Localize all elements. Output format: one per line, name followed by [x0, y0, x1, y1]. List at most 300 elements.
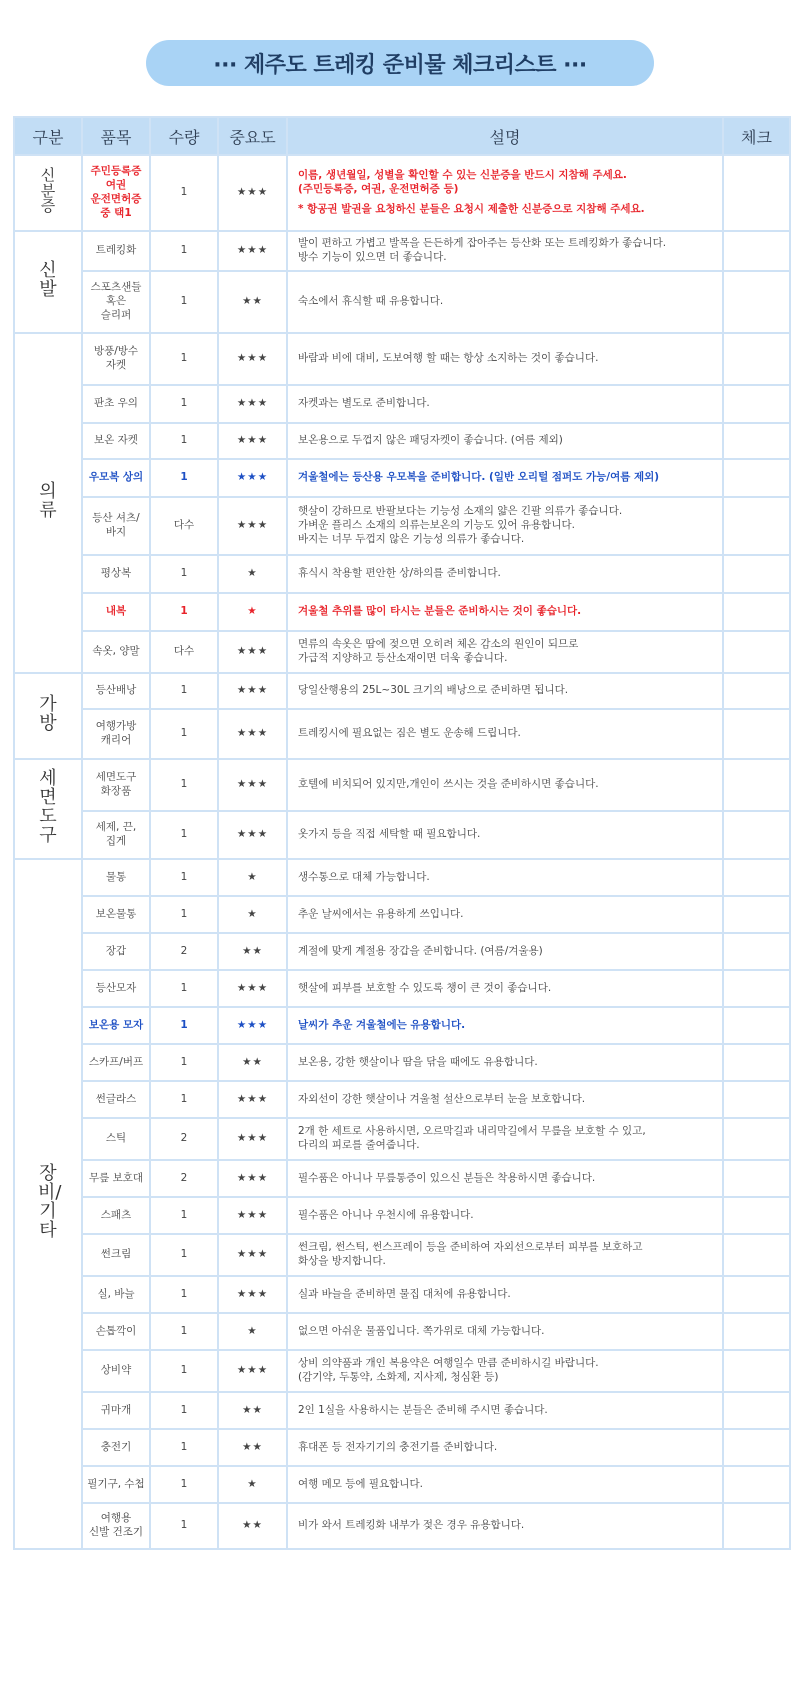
description-cell — [287, 1313, 723, 1350]
checklist-table — [13, 116, 791, 1550]
desc-line: 겨울철 추위를 많이 타시는 분들은 준비하시는 것이 좋습니다. — [298, 605, 582, 618]
description-cell — [287, 1350, 723, 1392]
desc-line: 여행 메모 등에 필요합니다. — [298, 1477, 423, 1490]
item-line: 평상복 — [100, 567, 132, 580]
desc-line: 바지는 너무 두껍지 않은 기능성 의류가 좋습니다. — [298, 532, 525, 545]
qty-cell: 1 — [150, 759, 218, 811]
category-label: 신분증 — [40, 165, 56, 216]
qty-cell: 1 — [150, 459, 218, 497]
category-label: 신발 — [39, 260, 57, 301]
item-cell — [82, 497, 150, 555]
item-line: 충전기 — [100, 1440, 132, 1453]
desc-line: 이름, 생년월일, 성별을 확인할 수 있는 신분증을 반드시 지참해 주세요. — [298, 169, 627, 182]
item-line: 등산배낭 — [95, 684, 137, 697]
check-cell[interactable] — [723, 459, 790, 497]
desc-line: 보온용, 강한 햇살이나 땀을 닦을 때에도 유용합니다. — [298, 1055, 538, 1068]
desc-line: 햇살이 강하므로 반팔보다는 기능성 소재의 얇은 긴팔 의류가 좋습니다. — [298, 505, 623, 518]
item-line: 여행용 — [100, 1512, 132, 1525]
table-row — [14, 896, 790, 933]
table-row — [14, 933, 790, 970]
check-cell[interactable] — [723, 1429, 790, 1466]
importance-cell: ★★★ — [218, 1118, 287, 1160]
item-line: 혹은 — [105, 295, 127, 308]
item-cell — [82, 1197, 150, 1234]
table-row — [14, 709, 790, 759]
check-cell[interactable] — [723, 155, 790, 231]
table-row — [14, 155, 790, 231]
desc-line: 바람과 비에 대비, 도보여행 할 때는 항상 소지하는 것이 좋습니다. — [298, 352, 599, 365]
desc-line: 2인 1실을 사용하시는 분들은 준비해 주시면 좋습니다. — [298, 1403, 548, 1416]
item-cell — [82, 423, 150, 459]
desc-line: 계절에 맞게 계절용 장갑을 준비합니다. (여름/겨울용) — [298, 944, 543, 957]
qty-cell: 1 — [150, 423, 218, 459]
desc-line: 휴대폰 등 전자기기의 충전기를 준비합니다. — [298, 1440, 498, 1453]
item-line: 스틱 — [105, 1132, 127, 1145]
table-row — [14, 970, 790, 1007]
item-cell — [82, 385, 150, 423]
qty-cell: 1 — [150, 1392, 218, 1429]
desc-line: 화상을 방지합니다. — [298, 1255, 386, 1267]
description-cell — [287, 231, 723, 271]
description-cell — [287, 1392, 723, 1429]
description-cell — [287, 970, 723, 1007]
table-row — [14, 555, 790, 593]
desc-line: 가벼운 플리스 소재의 의류는보온의 기능도 있어 유용합니다. — [298, 519, 575, 532]
item-cell — [82, 1118, 150, 1160]
check-cell[interactable] — [723, 759, 790, 811]
item-cell — [82, 811, 150, 859]
importance-cell: ★★★ — [218, 811, 287, 859]
item-line: 우모복 상의 — [88, 471, 144, 484]
item-line: 슬리퍼 — [100, 308, 132, 321]
table-row — [14, 1197, 790, 1234]
desc-line: 추운 날씨에서는 유용하게 쓰입니다. — [298, 907, 464, 920]
check-cell[interactable] — [723, 231, 790, 271]
desc-line: 면류의 속옷은 땀에 젖으면 오히려 체온 감소의 원인이 되므로 — [298, 638, 579, 651]
desc-line: 가급적 지양하고 등산소재이면 더욱 좋습니다. — [298, 652, 508, 664]
importance-cell: ★★★ — [218, 970, 287, 1007]
qty-cell: 다수 — [150, 631, 218, 673]
desc-line: 당일산행용의 25L~30L 크기의 배낭으로 준비하면 됩니다. — [298, 684, 569, 697]
qty-cell: 1 — [150, 555, 218, 593]
qty-cell: 1 — [150, 231, 218, 271]
importance-cell: ★★★ — [218, 1160, 287, 1197]
desc-line: 자켓과는 별도로 준비합니다. — [298, 397, 430, 410]
item-line: 실, 바늘 — [97, 1287, 135, 1300]
item-line: 상비약 — [100, 1364, 132, 1377]
qty-cell: 1 — [150, 385, 218, 423]
description-cell — [287, 271, 723, 333]
check-cell[interactable] — [723, 423, 790, 459]
qty-cell: 2 — [150, 1160, 218, 1197]
category-cell — [14, 155, 82, 231]
table-row — [14, 1081, 790, 1118]
desc-line: 옷가지 등을 직접 세탁할 때 필요합니다. — [298, 828, 481, 841]
item-cell — [82, 459, 150, 497]
table-row — [14, 1160, 790, 1197]
description-cell — [287, 631, 723, 673]
importance-cell: ★ — [218, 593, 287, 631]
importance-cell: ★★★ — [218, 333, 287, 385]
desc-line: 필수품은 아니나 우천시에 유용합니다. — [298, 1208, 474, 1221]
qty-cell: 1 — [150, 333, 218, 385]
importance-cell: ★★★ — [218, 631, 287, 673]
item-line: 주민등록증 — [90, 165, 142, 178]
item-cell — [82, 333, 150, 385]
desc-line: 2개 한 세트로 사용하시면, 오르막길과 내리막길에서 무릎을 보호할 수 있고, — [298, 1125, 646, 1138]
category-label: 가방 — [39, 694, 57, 735]
qty-cell: 1 — [150, 1197, 218, 1234]
item-line: 트레킹화 — [95, 244, 137, 257]
check-cell[interactable] — [723, 1350, 790, 1392]
desc-line: 겨울철에는 등산용 우모복을 준비합니다. (일반 오리털 점퍼도 가능/여름 제외) — [298, 471, 660, 484]
item-cell — [82, 673, 150, 709]
description-cell — [287, 811, 723, 859]
item-cell — [82, 896, 150, 933]
description-cell — [287, 1044, 723, 1081]
description-cell — [287, 1118, 723, 1160]
check-cell[interactable] — [723, 1160, 790, 1197]
item-line: 신발 건조기 — [88, 1526, 144, 1538]
item-cell — [82, 1081, 150, 1118]
description-cell — [287, 555, 723, 593]
table-row — [14, 1007, 790, 1044]
category-cell — [14, 759, 82, 859]
table-row — [14, 759, 790, 811]
item-line: 스카프/버프 — [88, 1055, 144, 1068]
item-cell — [82, 1392, 150, 1429]
table-row — [14, 459, 790, 497]
desc-line: 휴식시 착용할 편안한 상/하의를 준비합니다. — [298, 567, 501, 580]
description-cell — [287, 1197, 723, 1234]
item-line: 보온물통 — [95, 907, 137, 920]
item-line: 중 택1 — [100, 206, 132, 219]
item-line: 필기구, 수첩 — [87, 1477, 145, 1490]
header-row — [14, 117, 790, 155]
importance-cell: ★★ — [218, 1392, 287, 1429]
item-cell — [82, 859, 150, 896]
item-line: 등산모자 — [95, 981, 137, 994]
item-line: 보온 자켓 — [94, 434, 138, 447]
description-cell — [287, 1276, 723, 1313]
item-line: 썬크림 — [100, 1248, 132, 1261]
qty-cell: 1 — [150, 155, 218, 231]
desc-line: (감기약, 두통약, 소화제, 지사제, 청심환 등) — [298, 1371, 499, 1383]
importance-cell: ★ — [218, 859, 287, 896]
importance-cell: ★★★ — [218, 1007, 287, 1044]
category-label: 의류 — [39, 481, 57, 522]
description-cell — [287, 497, 723, 555]
item-line: 속옷, 양말 — [92, 645, 140, 658]
qty-cell: 1 — [150, 896, 218, 933]
header-item: 품목 — [82, 117, 150, 155]
qty-cell: 1 — [150, 709, 218, 759]
item-line: 방풍/방수 — [93, 345, 139, 358]
item-cell — [82, 1044, 150, 1081]
item-cell — [82, 1276, 150, 1313]
page-title: ··· 제주도 트레킹 준비물 체크리스트 ··· — [146, 40, 654, 86]
item-cell — [82, 1350, 150, 1392]
description-cell — [287, 933, 723, 970]
qty-cell: 1 — [150, 1503, 218, 1549]
description-cell — [287, 759, 723, 811]
desc-line: 자외선이 강한 햇살이나 겨울철 설산으로부터 눈을 보호합니다. — [298, 1092, 586, 1105]
item-line: 내복 — [105, 605, 127, 618]
importance-cell: ★★★ — [218, 1081, 287, 1118]
qty-cell: 1 — [150, 1234, 218, 1276]
table-row — [14, 1118, 790, 1160]
header-importance: 중요도 — [218, 117, 287, 155]
header-category: 구분 — [14, 117, 82, 155]
importance-cell: ★★ — [218, 933, 287, 970]
item-line: 스패츠 — [100, 1208, 132, 1221]
table-row — [14, 1276, 790, 1313]
category-label: 장비/기타 — [38, 1163, 62, 1241]
description-cell — [287, 593, 723, 631]
desc-line: 상비 의약품과 개인 복용약은 여행일수 만큼 준비하시길 바랍니다. — [298, 1357, 599, 1370]
qty-cell: 1 — [150, 1466, 218, 1503]
importance-cell: ★★ — [218, 1503, 287, 1549]
desc-line: (주민등록증, 여권, 운전면허증 등) — [298, 183, 459, 196]
item-cell — [82, 1313, 150, 1350]
item-cell — [82, 593, 150, 631]
importance-cell: ★ — [218, 896, 287, 933]
check-cell[interactable] — [723, 631, 790, 673]
checklist-body — [14, 155, 790, 1549]
importance-cell: ★★★ — [218, 1350, 287, 1392]
importance-cell: ★★★ — [218, 759, 287, 811]
importance-cell: ★ — [218, 1466, 287, 1503]
table-row — [14, 231, 790, 271]
category-cell — [14, 673, 82, 759]
item-cell — [82, 231, 150, 271]
qty-cell: 2 — [150, 1118, 218, 1160]
item-line: 귀마개 — [100, 1403, 132, 1416]
check-cell[interactable] — [723, 709, 790, 759]
table-row — [14, 859, 790, 896]
table-row — [14, 673, 790, 709]
item-line: 바지 — [105, 526, 127, 538]
check-cell[interactable] — [723, 1392, 790, 1429]
item-cell — [82, 970, 150, 1007]
table-row — [14, 1350, 790, 1392]
table-row — [14, 1429, 790, 1466]
description-cell — [287, 1429, 723, 1466]
table-row — [14, 1466, 790, 1503]
importance-cell: ★★ — [218, 1429, 287, 1466]
check-cell[interactable] — [723, 933, 790, 970]
table-row — [14, 1392, 790, 1429]
item-line: 여행가방 — [95, 720, 137, 733]
check-cell[interactable] — [723, 385, 790, 423]
check-cell[interactable] — [723, 555, 790, 593]
qty-cell: 1 — [150, 1429, 218, 1466]
importance-cell: ★★★ — [218, 231, 287, 271]
category-label: 세면도구 — [39, 768, 57, 846]
table-row — [14, 423, 790, 459]
description-cell — [287, 673, 723, 709]
item-cell — [82, 271, 150, 333]
desc-line: 숙소에서 휴식할 때 유용합니다. — [298, 295, 444, 308]
item-line: 자켓 — [105, 359, 127, 371]
table-row — [14, 385, 790, 423]
table-row — [14, 593, 790, 631]
desc-line: 날씨가 추운 겨울철에는 유용합니다. — [298, 1018, 466, 1031]
importance-cell: ★★★ — [218, 497, 287, 555]
check-cell[interactable] — [723, 1466, 790, 1503]
qty-cell: 1 — [150, 1350, 218, 1392]
qty-cell: 1 — [150, 970, 218, 1007]
description-cell — [287, 155, 723, 231]
importance-cell: ★★★ — [218, 1234, 287, 1276]
desc-line: 비가 와서 트레킹화 내부가 젖은 경우 유용합니다. — [298, 1519, 525, 1532]
item-line: 세제, 끈, — [95, 821, 137, 834]
check-cell[interactable] — [723, 1234, 790, 1276]
qty-cell: 1 — [150, 859, 218, 896]
item-cell — [82, 631, 150, 673]
importance-cell: ★★★ — [218, 1276, 287, 1313]
check-cell[interactable] — [723, 859, 790, 896]
header-check: 체크 — [723, 117, 790, 155]
description-cell — [287, 1081, 723, 1118]
desc-line: 발이 편하고 가볍고 발목을 든든하게 잡아주는 등산화 또는 트레킹화가 좋습니다. — [298, 237, 667, 250]
description-cell — [287, 385, 723, 423]
importance-cell: ★★★ — [218, 423, 287, 459]
desc-line: 방수 기능이 있으면 더 좋습니다. — [298, 251, 447, 263]
desc-line: 없으면 아쉬운 물품입니다. 쪽가위로 대체 가능합니다. — [298, 1324, 545, 1337]
importance-cell: ★★★ — [218, 155, 287, 231]
desc-line: 필수품은 아니나 무릎통증이 있으신 분들은 착용하시면 좋습니다. — [298, 1171, 596, 1184]
check-cell[interactable] — [723, 1118, 790, 1160]
item-cell — [82, 1007, 150, 1044]
description-cell — [287, 859, 723, 896]
importance-cell: ★★★ — [218, 673, 287, 709]
qty-cell: 1 — [150, 1313, 218, 1350]
item-line: 스포츠샌들 — [90, 281, 142, 294]
table-row — [14, 811, 790, 859]
importance-cell: ★★ — [218, 271, 287, 333]
check-cell[interactable] — [723, 1197, 790, 1234]
check-cell[interactable] — [723, 497, 790, 555]
desc-line: 썬크림, 썬스틱, 썬스프레이 등을 준비하여 자외선으로부터 피부를 보호하고 — [298, 1241, 643, 1254]
item-line: 손톱깍이 — [95, 1324, 137, 1337]
description-cell — [287, 1466, 723, 1503]
category-cell — [14, 859, 82, 1549]
check-cell[interactable] — [723, 593, 790, 631]
desc-line: 트레킹시에 필요없는 짐은 별도 운송해 드립니다. — [298, 727, 521, 740]
check-cell[interactable] — [723, 1503, 790, 1549]
description-cell — [287, 423, 723, 459]
description-cell — [287, 1234, 723, 1276]
importance-cell: ★★★ — [218, 709, 287, 759]
check-cell[interactable] — [723, 811, 790, 859]
table-row — [14, 271, 790, 333]
table-row — [14, 1503, 790, 1549]
item-line: 집게 — [105, 835, 127, 847]
item-cell — [82, 155, 150, 231]
importance-cell: ★ — [218, 1313, 287, 1350]
desc-line: 보온용으로 두껍지 않은 패딩자켓이 좋습니다. (여름 제외) — [298, 434, 563, 447]
item-line: 판초 우의 — [94, 397, 138, 410]
item-line: 여권 — [105, 179, 127, 192]
category-cell — [14, 333, 82, 673]
desc-line: 다리의 피로를 줄여줍니다. — [298, 1139, 420, 1151]
check-cell[interactable] — [723, 970, 790, 1007]
desc-note: * 항공권 발권을 요청하신 분들은 요청시 제출한 신분증으로 지참해 주세요. — [298, 202, 645, 215]
table-row — [14, 1234, 790, 1276]
check-cell[interactable] — [723, 1276, 790, 1313]
check-cell[interactable] — [723, 1007, 790, 1044]
description-cell — [287, 896, 723, 933]
qty-cell: 1 — [150, 1081, 218, 1118]
table-row — [14, 631, 790, 673]
desc-line: 호텔에 비치되어 있지만,개인이 쓰시는 것을 준비하시면 좋습니다. — [298, 778, 599, 791]
item-line: 썬글라스 — [95, 1092, 137, 1105]
item-cell — [82, 759, 150, 811]
item-cell — [82, 1234, 150, 1276]
item-line: 보온용 모자 — [88, 1018, 144, 1031]
desc-line: 실과 바늘을 준비하면 물집 대처에 유용합니다. — [298, 1287, 511, 1300]
check-cell[interactable] — [723, 271, 790, 333]
qty-cell: 다수 — [150, 497, 218, 555]
table-row — [14, 497, 790, 555]
description-cell — [287, 459, 723, 497]
item-line: 운전면허증 — [90, 193, 142, 205]
check-cell[interactable] — [723, 333, 790, 385]
description-cell — [287, 1007, 723, 1044]
check-cell[interactable] — [723, 896, 790, 933]
item-line: 물통 — [105, 870, 127, 883]
table-row — [14, 1313, 790, 1350]
description-cell — [287, 1503, 723, 1549]
importance-cell: ★★★ — [218, 1197, 287, 1234]
category-cell — [14, 231, 82, 333]
qty-cell: 1 — [150, 593, 218, 631]
description-cell — [287, 1160, 723, 1197]
importance-cell: ★ — [218, 555, 287, 593]
desc-line: 생수통으로 대체 가능합니다. — [298, 870, 430, 883]
qty-cell: 1 — [150, 1276, 218, 1313]
qty-cell: 1 — [150, 673, 218, 709]
item-line: 장갑 — [105, 944, 127, 957]
item-cell — [82, 1466, 150, 1503]
table-row — [14, 333, 790, 385]
item-line: 등산 셔츠/ — [92, 512, 140, 525]
importance-cell: ★★★ — [218, 459, 287, 497]
header-description: 설명 — [287, 117, 723, 155]
check-cell[interactable] — [723, 1313, 790, 1350]
importance-cell: ★★ — [218, 1044, 287, 1081]
check-cell[interactable] — [723, 1081, 790, 1118]
item-cell — [82, 933, 150, 970]
item-cell — [82, 555, 150, 593]
qty-cell: 2 — [150, 933, 218, 970]
item-cell — [82, 709, 150, 759]
qty-cell: 1 — [150, 811, 218, 859]
check-cell[interactable] — [723, 673, 790, 709]
check-cell[interactable] — [723, 1044, 790, 1081]
item-cell — [82, 1429, 150, 1466]
item-line: 캐리어 — [100, 734, 132, 746]
description-cell — [287, 333, 723, 385]
item-cell — [82, 1503, 150, 1549]
qty-cell: 1 — [150, 271, 218, 333]
item-line: 무릎 보호대 — [88, 1171, 144, 1184]
description-cell — [287, 709, 723, 759]
header-qty: 수량 — [150, 117, 218, 155]
item-line: 화장품 — [100, 785, 132, 797]
item-line: 세면도구 — [95, 771, 137, 784]
